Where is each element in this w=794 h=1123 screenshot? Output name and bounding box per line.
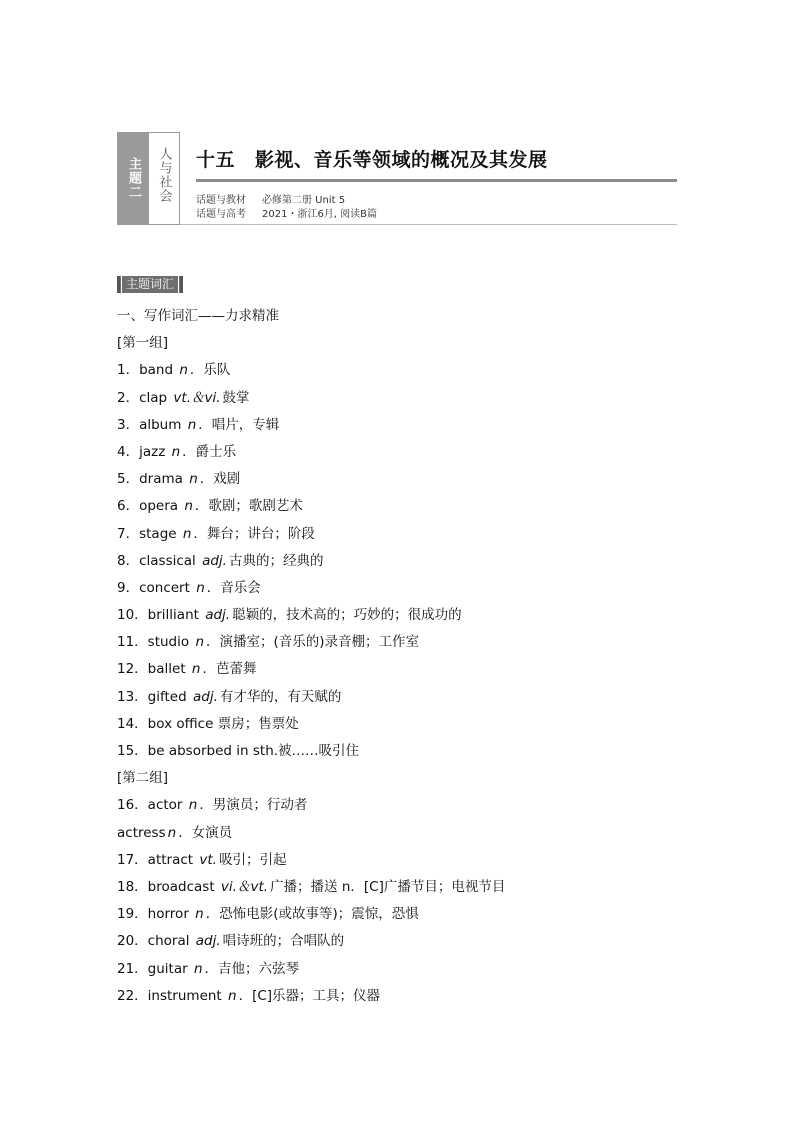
vocab-line	[117, 551, 717, 578]
part-of-speech: n	[191, 661, 201, 678]
vocab-word: 一、写作词汇——力求精准	[117, 308, 279, 324]
vocab-word: 8．classical	[117, 552, 201, 569]
part-of-speech: n	[167, 824, 177, 841]
part-of-speech: n	[188, 797, 198, 814]
theme-label: 主题二	[126, 157, 141, 199]
vocab-word: actress	[117, 824, 166, 841]
vocab-line	[117, 578, 717, 605]
part-of-speech: n	[179, 362, 188, 379]
vocab-meaning: ．戏剧	[199, 471, 241, 488]
vocab-word: 1．band	[117, 362, 178, 379]
page-title	[196, 145, 548, 172]
section-label: 主题词汇	[117, 276, 183, 293]
vocab-line	[117, 741, 717, 768]
vocab-meaning: ．男演员；行动者	[199, 797, 308, 814]
vocab-word: 5．drama	[117, 471, 188, 488]
part-of-speech: n	[228, 987, 237, 1004]
vocab-word: 18．broadcast	[117, 878, 219, 895]
part-of-speech: n	[184, 498, 193, 515]
theme-name: 人与社会	[156, 147, 172, 203]
vocab-word: [第一组]	[117, 335, 169, 352]
vocab-meaning: 古典的；经典的	[228, 552, 324, 569]
vocab-meaning: ．爵士乐	[182, 443, 237, 460]
vocab-line	[117, 959, 717, 986]
vocab-meaning: ．音乐会	[206, 579, 261, 596]
topic-header	[117, 132, 679, 225]
meta-row	[196, 191, 345, 206]
vocab-line	[117, 605, 717, 632]
vocab-word: 13．gifted	[117, 688, 191, 705]
vocab-meaning: ．[C]乐器；工具；仪器	[238, 987, 381, 1004]
header-divider	[180, 224, 677, 225]
vocab-line	[117, 823, 717, 850]
vocab-word: 14．box office 票房；售票处	[117, 715, 299, 732]
vocab-line	[117, 469, 717, 496]
vocab-meaning: 鼓掌	[222, 389, 250, 406]
vocab-meaning: 广播；播送 n．[C]广播节目；电视节目	[270, 878, 506, 895]
vocab-meaning: ．女演员	[178, 824, 233, 841]
part-of-speech: adj.	[205, 607, 231, 624]
meta-value: 必修第二册 Unit 5	[262, 195, 346, 206]
part-of-speech: n	[187, 416, 197, 433]
part-of-speech: n	[196, 579, 205, 596]
vocab-line	[117, 659, 717, 686]
part-of-speech: n	[193, 960, 203, 977]
theme-tag	[117, 132, 180, 225]
vocab-meaning: 吸引；引起	[218, 851, 287, 868]
part-of-speech: n	[195, 634, 204, 651]
part-of-speech: n	[189, 471, 198, 488]
vocab-line	[117, 795, 717, 822]
vocab-word: 10．brilliant	[117, 607, 204, 624]
vocab-meaning: ．芭蕾舞	[202, 661, 257, 678]
vocab-line	[117, 524, 717, 551]
vocab-meaning: ．舞台；讲台；阶段	[193, 525, 315, 542]
part-of-speech: n	[195, 906, 204, 923]
vocab-line	[117, 496, 717, 523]
vocab-meaning: ．恐怖电影(或故事等)；震惊，恐惧	[205, 906, 419, 923]
vocab-word: 17．attract	[117, 851, 198, 868]
vocab-word: 4．jazz	[117, 443, 170, 460]
vocab-line	[117, 415, 717, 442]
vocab-line	[117, 931, 717, 958]
vocab-meaning: ．唱片，专辑	[198, 416, 280, 433]
part-of-speech: n	[171, 443, 181, 460]
vocab-line	[117, 632, 717, 659]
vocab-line	[117, 768, 717, 795]
vocab-word: 11．studio	[117, 634, 194, 651]
theme-number-tag	[118, 133, 149, 224]
vocab-line	[117, 714, 717, 741]
meta-row	[196, 205, 377, 220]
vocab-word: 6．opera	[117, 498, 183, 515]
vocab-meaning: ．歌剧；歌剧艺术	[194, 498, 303, 515]
vocab-word: 19．horror	[117, 906, 194, 923]
part-of-speech: vt.	[199, 851, 217, 868]
vocab-word: 7．stage	[117, 525, 181, 542]
meta-key: 话题与高考	[196, 209, 246, 220]
vocab-word: 12．ballet	[117, 661, 190, 678]
vocab-word: [第二组]	[117, 770, 169, 787]
vocab-word: 22．instrument	[117, 987, 227, 1004]
vocab-word: 15．be absorbed in sth.被……吸引住	[117, 743, 360, 759]
meta-value: 2021・浙江6月, 阅读B篇	[262, 209, 378, 220]
part-of-speech: adj.	[195, 933, 221, 950]
part-of-speech: n	[182, 525, 192, 542]
vocab-meaning: ．吉他；六弦琴	[204, 960, 300, 977]
vocab-line	[117, 687, 717, 714]
title-number: 十五	[196, 149, 236, 171]
vocab-line	[117, 986, 717, 1013]
vocab-line	[117, 333, 717, 360]
vocab-meaning: ．演播室；(音乐的)录音棚；工作室	[206, 634, 420, 651]
vocabulary-list	[117, 306, 717, 1013]
part-of-speech: adj.	[202, 552, 227, 569]
vocab-line	[117, 850, 717, 877]
vocab-meaning: ．乐队	[189, 362, 231, 379]
part-of-speech: vi.＆vt.	[220, 878, 269, 895]
vocab-word: 2．clap	[117, 389, 172, 406]
vocab-word: 16．actor	[117, 797, 187, 814]
vocab-line	[117, 360, 717, 387]
vocab-line	[117, 306, 717, 333]
title-divider	[196, 179, 677, 182]
vocab-meaning: 唱诗班的；合唱队的	[222, 933, 345, 950]
vocab-line	[117, 877, 717, 904]
theme-name-tag	[149, 133, 179, 224]
vocab-line	[117, 388, 717, 415]
part-of-speech: adj.	[192, 688, 218, 705]
vocab-word: 20．choral	[117, 933, 194, 950]
vocab-meaning: 聪颖的，技术高的；巧妙的；很成功的	[232, 607, 462, 624]
vocab-meaning: 有才华的，有天赋的	[219, 688, 342, 705]
title-text: 影视、音乐等领域的概况及其发展	[255, 149, 548, 171]
part-of-speech: vt.＆vi.	[173, 389, 221, 406]
vocab-word: 9．concert	[117, 579, 195, 596]
meta-key: 话题与教材	[196, 195, 246, 206]
vocab-line	[117, 442, 717, 469]
vocab-word: 3．album	[117, 416, 186, 433]
vocab-word: 21．guitar	[117, 960, 192, 977]
vocab-line	[117, 904, 717, 931]
